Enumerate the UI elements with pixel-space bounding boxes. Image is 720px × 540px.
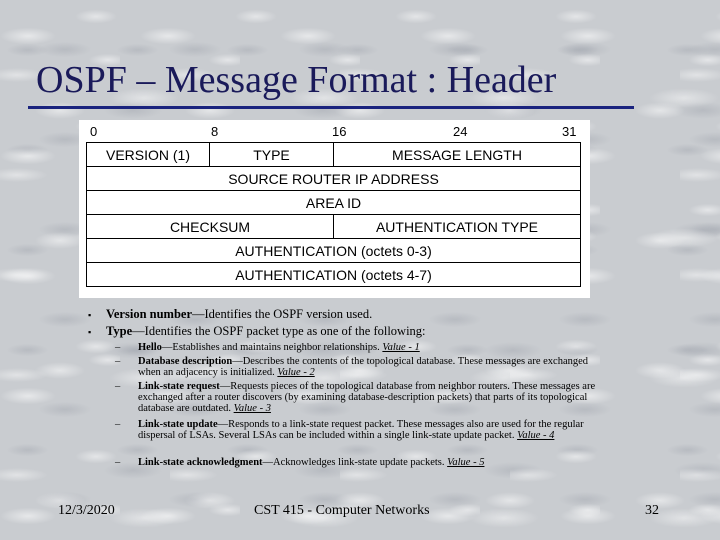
footer-date: 12/3/2020	[58, 503, 115, 518]
field-type: TYPE	[210, 143, 334, 167]
dash-icon: –	[115, 457, 121, 468]
bit-position-16: 16	[332, 124, 347, 139]
dash-icon: –	[115, 356, 121, 367]
ospf-header-diagram	[79, 120, 590, 298]
header-row	[87, 263, 581, 287]
header-row	[87, 167, 581, 191]
field-authentication-0-3: AUTHENTICATION (octets 0-3)	[87, 239, 581, 263]
header-row	[87, 143, 581, 167]
bullet-icon: ▪	[88, 327, 92, 337]
sub-bullet-hello: Hello—Establishes and maintains neighbor relationships. Value - 1	[138, 342, 420, 353]
header-row	[87, 215, 581, 239]
footer-course: CST 415 - Computer Networks	[254, 503, 430, 518]
footer-page-number: 32	[645, 503, 659, 518]
slide-title: OSPF – Message Format : Header	[36, 59, 557, 101]
dash-icon: –	[115, 342, 121, 353]
sub-bullet-database-description: Database description—Describes the contents of the topological database. These messages are exchanged when an adjacency is initialized. Value - 2	[138, 356, 589, 378]
field-checksum: CHECKSUM	[87, 215, 334, 239]
field-authentication-4-7: AUTHENTICATION (octets 4-7)	[87, 263, 581, 287]
field-version: VERSION (1)	[87, 143, 210, 167]
field-source-router-ip: SOURCE ROUTER IP ADDRESS	[87, 167, 581, 191]
bullet-icon: ▪	[88, 310, 92, 320]
sub-bullet-link-state-acknowledgment: Link-state acknowledgment—Acknowledges link-state update packets. Value - 5	[138, 457, 485, 468]
header-fields-table	[86, 142, 581, 287]
bit-position-8: 8	[211, 124, 219, 139]
dash-icon: –	[115, 381, 121, 392]
bit-position-0: 0	[90, 124, 98, 139]
field-authentication-type: AUTHENTICATION TYPE	[334, 215, 581, 239]
bullet-version-number: Version number—Identifies the OSPF version used.	[106, 307, 373, 321]
title-underline	[28, 106, 634, 109]
sub-bullet-link-state-request: Link-state request—Requests pieces of the topological database from neighbor routers. These messages are exchanged after a router discovers (by examining database-description packets) that parts of its topological database are outdated. Value - 3	[138, 381, 596, 414]
field-area-id: AREA ID	[87, 191, 581, 215]
bit-position-24: 24	[453, 124, 468, 139]
dash-icon: –	[115, 419, 121, 430]
bit-position-31: 31	[562, 124, 577, 139]
header-row	[87, 191, 581, 215]
sub-bullet-link-state-update: Link-state update—Responds to a link-state request packet. These messages also are used for the regular dispersal of LSAs. Several LSAs can be included within a single link-state update packet. Value - 4	[138, 419, 584, 441]
bullet-type: Type—Identifies the OSPF packet type as one of the following:	[106, 324, 426, 338]
field-message-length: MESSAGE LENGTH	[334, 143, 581, 167]
header-row	[87, 239, 581, 263]
